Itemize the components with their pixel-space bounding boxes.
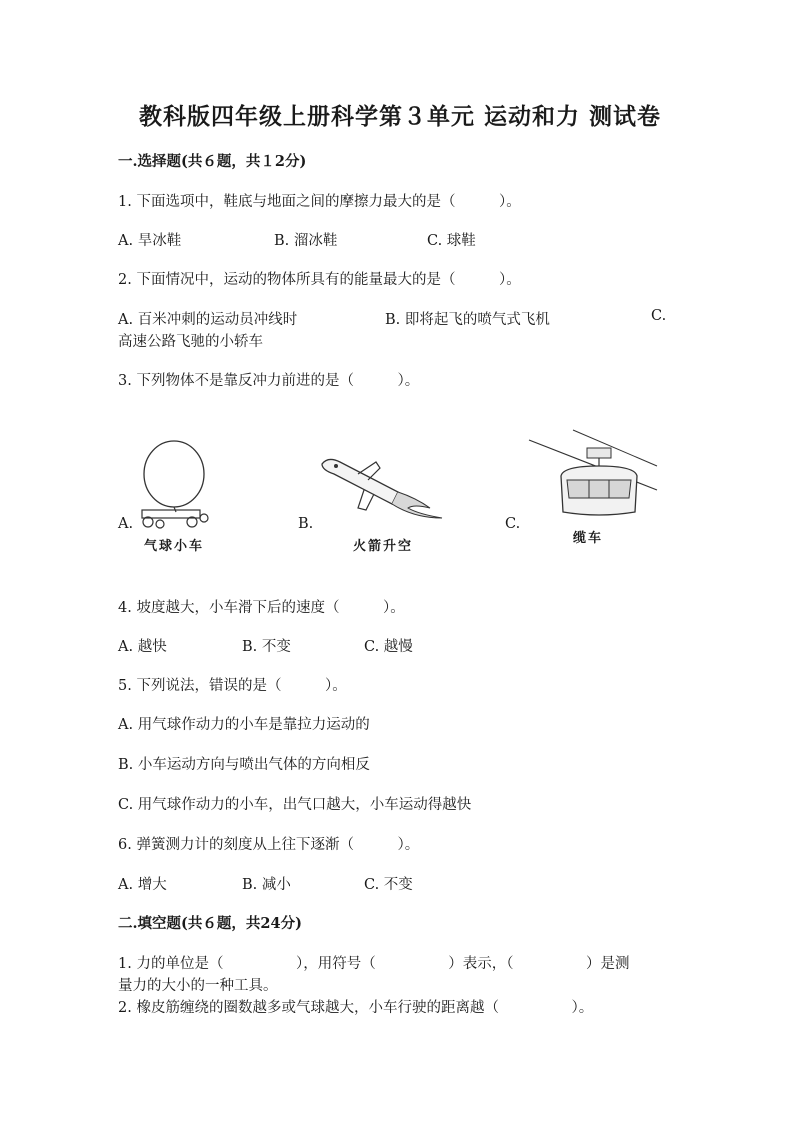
question-5: 5. 下列说法，错误的是（ ）。 — [118, 678, 347, 694]
question-1: 1. 下面选项中，鞋底与地面之间的摩擦力最大的是（ ）。 — [118, 194, 521, 210]
q3-caption-a: 气球小车 — [144, 539, 205, 554]
section-2-heading: 二.填空题(共６题，共24分) — [118, 915, 302, 932]
q6-option-c: C. 不变 — [364, 877, 413, 893]
question-4: 4. 坡度越大，小车滑下后的速度（ ）。 — [118, 600, 405, 616]
q3-option-a: A. — [118, 516, 134, 532]
q1-option-c: C. 球鞋 — [427, 233, 476, 249]
page-title: 教科版四年级上册科学第３单元 运动和力 测试卷 — [138, 103, 661, 130]
q6-option-a: A. 增大 — [118, 877, 167, 893]
cable-car-image — [527, 426, 659, 526]
rocket-image — [318, 452, 458, 522]
q1-option-a: A. 旱冰鞋 — [118, 233, 182, 249]
q5-option-c: C. 用气球作动力的小车，出气口越大，小车运动得越快 — [118, 797, 472, 813]
q4-option-a: A. 越快 — [118, 639, 167, 655]
question-6: 6. 弹簧测力计的刻度从上往下逐渐（ ）。 — [118, 837, 420, 853]
q3-option-c: C. — [505, 516, 521, 532]
fill-1: 1. 力的单位是（ ），用符号（ ）表示，（ ）是测 — [118, 956, 630, 972]
balloon-car-image — [132, 438, 222, 530]
question-3: 3. 下列物体不是靠反冲力前进的是（ ）。 — [118, 373, 420, 389]
q2-option-b: B. 即将起飞的喷气式飞机 — [385, 312, 550, 328]
fill-1-cont: 量力的大小的一种工具。 — [118, 978, 278, 994]
q4-option-c: C. 越慢 — [364, 639, 413, 655]
q3-option-b: B. — [298, 516, 314, 532]
q2-option-c: C. — [651, 308, 667, 324]
q5-option-a: A. 用气球作动力的小车是靠拉力运动的 — [118, 717, 370, 733]
q1-option-b: B. 溜冰鞋 — [274, 233, 338, 249]
q4-option-b: B. 不变 — [242, 639, 291, 655]
q3-caption-b: 火箭升空 — [353, 539, 414, 554]
q5-option-b: B. 小车运动方向与喷出气体的方向相反 — [118, 757, 370, 773]
q3-caption-c: 缆车 — [573, 531, 604, 546]
q2-option-c-text: 高速公路飞驰的小轿车 — [118, 334, 263, 350]
section-1-heading: 一.选择题(共６题，共１2分) — [118, 153, 307, 170]
fill-2: 2. 橡皮筋缠绕的圈数越多或气球越大，小车行驶的距离越（ ）。 — [118, 1000, 594, 1016]
q6-option-b: B. 减小 — [242, 877, 291, 893]
q2-option-a: A. 百米冲刺的运动员冲线时 — [118, 312, 298, 328]
question-2: 2. 下面情况中，运动的物体所具有的能量最大的是（ ）。 — [118, 272, 521, 288]
